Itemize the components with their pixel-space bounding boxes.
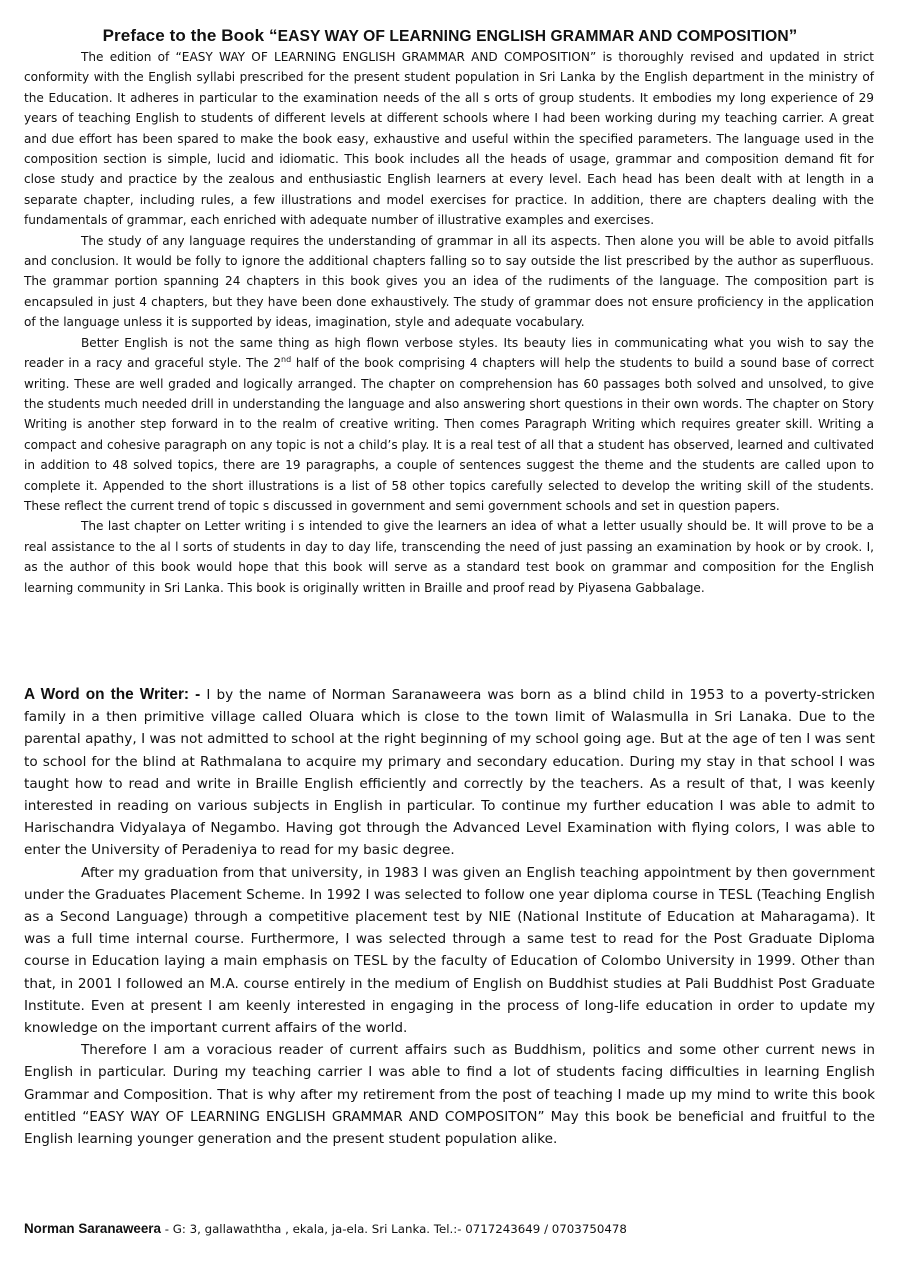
writer-paragraph-1 (24, 684, 875, 862)
preface-paragraph-2: The study of any language requires the understanding of grammar in all its aspects. Then alone you will be able to avoid pitfalls and conclusion. It would be folly to ignore the additional chapters falling so to say outside the list prescribed by the author as superfluous. The grammar portion spanning 24 chapters in this book gives you an idea of the rudiments of the language. The composition part is encapsuled in just 4 chapters, but they have been done exhaustively. The study of grammar does not ensure proficiency in the application of the language unless it is supported by ideas, imagination, style and adequate vocabulary. (24, 233, 874, 330)
preface-paragraph-3-text-a: Better English is not the same thing as high flown verbose styles. Its beauty lies in communicating what you wish to say the reader in a racy and graceful style. The 2 (24, 335, 874, 371)
ordinal-superscript: nd (281, 355, 292, 365)
author-signature (24, 1220, 875, 1238)
title-book-name: EASY WAY OF LEARNING ENGLISH GRAMMAR AND COMPOSITION (277, 28, 789, 45)
title-prefix: Preface to the Book “ (102, 26, 278, 45)
signature-separator: - (160, 1222, 173, 1236)
preface-paragraph-1: The edition of “EASY WAY OF LEARNING ENGLISH GRAMMAR AND COMPOSITION” is thoroughly revised and updated in strict conformity with the English syllabi prescribed for the present student population in Sri Lanka by the English department in the ministry of the Education. It adheres in particular to the examination needs of the all s orts of group students. It embodies my long experience of 29 years of teaching English to students of different levels at different schools where I had been working during my teaching carrier. A great and due effort has been spared to make the book easy, exhaustive and useful within the specified parameters. The language used in the composition section is simple, lucid and idiomatic. This book includes all the heads of usage, grammar and composition demand fit for close study and practice by the zealous and enthusiastic English learners at every level. Each head has been dealt with at length in a separate chapter, including rules, a few illustrations and model exercises for practice. In addition, there are chapters dealing with the fundamentals of grammar, each enriched with adequate number of illustrative examples and exercises. (24, 50, 874, 228)
preface-paragraph-4: The last chapter on Letter writing i s intended to give the learners an idea of what a letter usually should be. It will prove to be a real assistance to the al l sorts of students in day to day life, transcending the need of just passing an examination by hook or by crook. I, as the author of this book would hope that this book will serve as a standard test book on grammar and composition for the English learning community in Sri Lanka. This book is originally written in Braille and proof read by Piyasena Gabbalage. (24, 519, 874, 595)
title-suffix: ” (788, 26, 798, 45)
writer-paragraph-1-text: I by the name of Norman Saranaweera was born as a blind child in 1953 to a poverty-stricken family in a then primitive village called Oluara which is close to the town limit of Walasmulla in Sri Lanaka. Due to the parental apathy, I was not admitted to school at the right beginning of my school going age. But at the age of ten I was sent to school for the blind at Rathmalana to acquire my primary and secondary education. During my stay in that school I was taught how to read and write in Braille English efficiently and correctly by the teachers. As a result of that, I was keenly interested in reading on various subjects in English in particular. To continue my further education I was able to admit to Harischandra Vidyalaya of Negambo. Having got through the Advanced Level Examination with flying colors, I was able to enter the University of Peradeniya to read for my basic degree. (24, 687, 876, 859)
preface-section (24, 47, 874, 598)
preface-paragraph-3 (24, 333, 874, 517)
writer-section (24, 684, 875, 1150)
writer-paragraph-2: After my graduation from that university, in 1983 I was given an English teaching appointment by then government under the Graduates Placement Scheme. In 1992 I was selected to follow one year diploma course in TESL (Teaching English as a Second Language) through a competitive placement test by NIE (National Institute of Education at Maharagama). It was a full time internal course. Furthermore, I was selected through a same test to read for the Post Graduate Diploma course in Education laying a main emphasis on TESL by the faculty of Education of Colombo University in 1999. Other than that, in 2001 I followed an M.A. course entirely in the medium of English on Buddhist studies at Pali Buddhist Post Graduate Institute. Even at present I am keenly interested in engaging in the process of long-life education in order to update my knowledge on the important current affairs of the world. (24, 864, 875, 1037)
preface-paragraph-3-text-b: half of the book comprising 4 chapters will help the students to build a sound base of correct writing. These are well graded and logically arranged. The chapter on comprehension has 60 passages both solved and unsolved, to give the students much needed drill in understanding the language and also answering short questions in their own words. The chapter on Story Writing is another step forward in to the realm of creative writing. Then comes Paragraph Writing which requires greater skill. Writing a compact and cohesive paragraph on any topic is not a child’s play. It is a real test of all that a student has observed, learned and cultivated in addition to 48 solved topics, there are 19 paragraphs, a couple of sentences suggest the theme and the students are called upon to complete it. Appended to the short illustrations is a list of 58 other topics carefully selected to develop the writing skill of the students. These reflect the current trend of topic s discussed in government and semi government schools and set in question papers. (24, 356, 874, 513)
writer-heading: A Word on the Writer: - (24, 686, 201, 703)
author-address: G: 3, gallawaththa , ekala, ja-ela. Sri Lanka. Tel.:- 0717243649 / 0703750478 (172, 1222, 627, 1236)
page-title (0, 26, 900, 46)
author-name: Norman Saranaweera (24, 1221, 161, 1236)
writer-paragraph-3: Therefore I am a voracious reader of current affairs such as Buddhism, politics and some other current news in English in particular. During my teaching carrier I was able to find a lot of students facing difficulties in learning English Grammar and Composition. That is why after my retirement from the post of teaching I made up my mind to write this book entitled “EASY WAY OF LEARNING ENGLISH GRAMMAR AND COMPOSITON” May this book be beneficial and fruitful to the English learning younger generation and the present student population alike. (24, 1042, 875, 1148)
